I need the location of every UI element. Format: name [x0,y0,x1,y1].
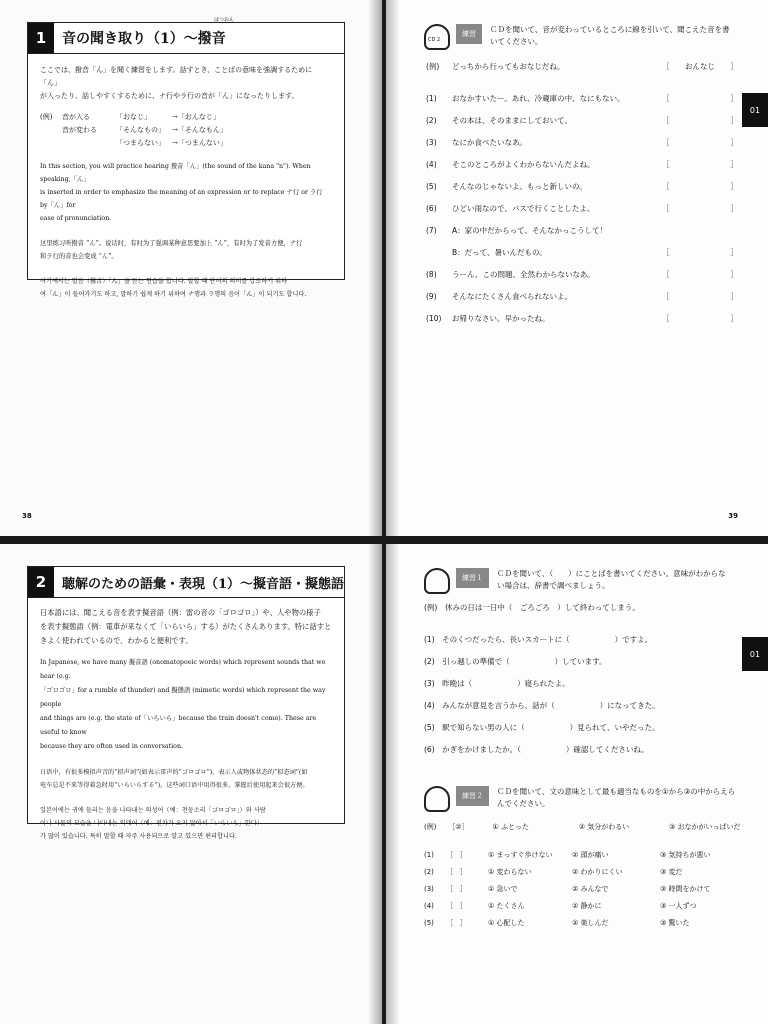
en-text: In Japanese, we have many 擬音語 (onomatopoeic words) which represent sounds that we hear (e.g. [40,659,326,680]
instruction-text: ＣＤを聞いて、音が変わっているところに線を引いて、聞こえた音を書 いてください。 [490,25,730,46]
jp-intro-line: が入ったり、話しやすくするために、ナ行やラ行の音が「ん」になったりします。 [40,92,299,100]
headphone-icon [424,786,450,812]
ko-text: 여기에서는 발음（撥音）「ん」을 듣는 연습을 합니다. 말할 때 단어의 의미를 강조하기 위하 [40,278,288,285]
section-number: 1 [28,23,54,53]
exercise-item: (1) おなかすいたー。あれ、冷蔵庫の中、なにもない。 ［ ］ [426,93,738,103]
exercise-item: (4) みんなが意見を言うから、話が（ ）になってきた。 [424,701,660,710]
exercise-item: (9) そんなにたくさん食べられないよ。 ［ ］ [426,291,738,301]
en-text: 「ゴロゴロ」for a rumble of thunder) and 擬態語 (mimetic words) which represent the way people [40,687,326,708]
example-table [40,111,332,150]
exercise-item: (2) 引っ越しの準備で（ ）しています。 [424,657,607,666]
example-line: (例) 休みの日は一日中（ ごろごろ ）して終わってしまう。 [424,603,640,612]
title-furigana: はつおん [214,17,235,23]
exercise-instruction [424,24,738,50]
zh-text: 电车总是不来等得着急时用“いらいらする”)。这些词口语中用得很多，掌握后使用起来会很方便。 [40,782,309,789]
ko-text: 이나 사물의 모습을 나타내는 의태어（예：전차가 오지 않아서「いらいら」한다） [40,820,263,827]
section-header [28,17,344,54]
exercise-2-instruction [424,786,738,812]
chapter-tab: 01 [742,93,768,127]
exercise-1-instruction [424,568,738,594]
page-40 [0,544,382,1024]
example-line: (例) ［②］ ① ふとった ② 気分がわるい ③ おなかがいっぱいだ [424,823,741,831]
zh-text: 这里练习听撥音 “ん”。说话时，有时为了强调某种意思要加上 “ん”，有时为了发音方便，ナ行 [40,240,303,247]
jp-text: を表す擬態語（例：電車が来なくて「いらいら」する）がたくさんあります。特に話すと [40,622,332,631]
answer-bracket[interactable]: ［ ］ [446,902,467,910]
exercise-item: (10) お帰りなさい。早かったね。 ［ ］ [426,313,738,323]
choice-item: (2) ［ ］ ① 変わらない ② わかりにくい ③ 変だ [424,868,683,876]
ko-text: 여「ん」이 들어가기도 하고, 말하기 쉽게 하기 위하여 ナ행과 ラ행의 음이「ん」이 되기도 합니다. [40,291,307,298]
example-line: (例) どっちから行ってもおなじだね。 ［ おんなじ ］ [426,61,738,71]
jp-text: きよく使われているので、わかると便利です。 [40,636,193,645]
en-text: and things are (e.g. the state of「いらいら」because the train doesn't come). These are useful to know [40,715,317,736]
chapter-tab: 01 [742,637,768,671]
exercise-badge: 練習２ [456,786,489,806]
section-body [28,54,344,315]
exercise-item: B：だって、暑いんだもの。 ［ ］ [452,247,738,257]
section-body [28,598,344,857]
instruction-text: ＣＤを聞いて、（ ）にことばを書いてください。意味がわからな い場合は、辞書で調べましょう。 [497,569,726,590]
exercise-item: (3) 昨晩は（ ）寝られたよ。 [424,679,570,688]
exercise-item: (2) その本は、そのままにしておいて。 ［ ］ [426,115,738,125]
exercise-badge: 練習１ [456,568,489,588]
answer-field[interactable]: おんなじ [685,61,715,71]
exercise-badge: 練習 [456,24,482,44]
page-39 [386,0,768,536]
answer-bracket[interactable]: ［ ］ [446,919,467,927]
section-1-box [27,17,345,298]
en-text: because they are often used in conversation. [40,743,184,750]
zh-text: 日语中，有很多模拟声音的“拟声词”(如表示雷声的“ゴロゴロ”)，表示人或物体状态的“拟态词”(如 [40,769,308,776]
page-shadow [386,0,400,536]
exercise-item: (5) 駅で知らない男の人に（ ）見られて、いやだった。 [424,723,660,732]
section-title: 聴解のための語彙・表現（1）～擬音語・擬態語 [61,576,344,592]
example-row: 音が変わる 「そんなもの」 →「そんなもん」 [62,126,227,134]
section-title: 音の聞き取り（1）～撥音 [62,31,226,47]
en-text: In this section, you will practice hearing 撥音「ん」(the sound of the kana "n"). When speaking,「ん」 [40,163,311,183]
page-shadow [368,0,382,536]
page-number: 39 [728,512,738,520]
exercise-item: (6) かぎをかけましたか。（ ）確認してくださいね。 [424,745,649,754]
exercise-item: (3) なにか食べたいなあ。 ［ ］ [426,137,738,147]
section-2-box [27,566,345,840]
choice-item: (5) ［ ］ ① 心配した ② 楽しんだ ③ 驚いた [424,919,690,927]
page-shadow [368,544,382,1024]
jp-text: 日本語には、聞こえる音を表す擬音語（例：雷の音の「ゴロゴロ」）や、人や物の様子 [40,608,321,617]
page-38 [0,0,382,536]
exercise-item: (4) そこのところがよくわからないんだよね。 ［ ］ [426,159,738,169]
exercise-item: (6) ひどい雨なので、バスで行くことしたよ。 ［ ］ [426,203,738,213]
example-row: (例) 音が入る 「おなじ」 →「おんなじ」 [40,113,220,121]
en-text: is inserted in order to emphasize the meaning of an expression or to replace ナ行 or ラ行 by「ん」for [40,189,323,209]
page-number: 38 [22,512,32,520]
en-text: ease of pronunciation. [40,215,112,222]
choice-item: (4) ［ ］ ① たくさん ② 静かに ③ 一人ずつ [424,902,697,910]
exercise-item: (7) A：家の中だからって、そんなかっこうして！ [426,225,607,235]
page-shadow [386,544,400,1024]
choice-item: (1) ［ ］ ① まっすぐ歩けない ② 頭が痛い ③ 気持ちが悪い [424,851,711,859]
headphone-icon: CD 2 [424,24,450,50]
exercise-item: (8) うーん、この問題、全然わからないなあ。 ［ ］ [426,269,738,279]
answer-bracket[interactable]: ［ ］ [446,868,467,876]
answer-bracket[interactable]: ［ ］ [446,851,467,859]
ko-text: 일본어에는 귀에 들리는 음을 나타내는 의성어（예：천둥소리「ゴロゴロ」）와 사람 [40,807,266,814]
choice-item: (3) ［ ］ ① 急いで ② みんなで ③ 時間をかけて [424,885,711,893]
instruction-text: ＣＤを聞いて、文の意味として最も適当なものを①から③の中からえら んでください。 [497,787,736,808]
jp-intro-line: ここでは、撥音「ん」を聞く練習をします。話すとき、ことばの意味を強調するために「ん」 [40,66,313,87]
zh-text: 和ラ行的音也会变成 “ん”。 [40,253,118,260]
headphone-icon [424,568,450,594]
exercise-item: (1) そのくつだったら、長いスカートに（ ）ですよ。 [424,635,653,644]
exercise-item: (5) そんなのじゃないよ。もっと新しいの。 ［ ］ [426,181,738,191]
section-header [28,567,344,598]
page-41 [386,544,768,1024]
answer-bracket[interactable]: ［ ］ [446,885,467,893]
section-number: 2 [28,567,54,597]
example-row: 「つまらない」 →「つまんない」 [116,139,227,147]
ko-text: 가 많이 있습니다. 특히 말할 때 자주 사용되므로 알고 있으면 편리합니다. [40,833,237,840]
